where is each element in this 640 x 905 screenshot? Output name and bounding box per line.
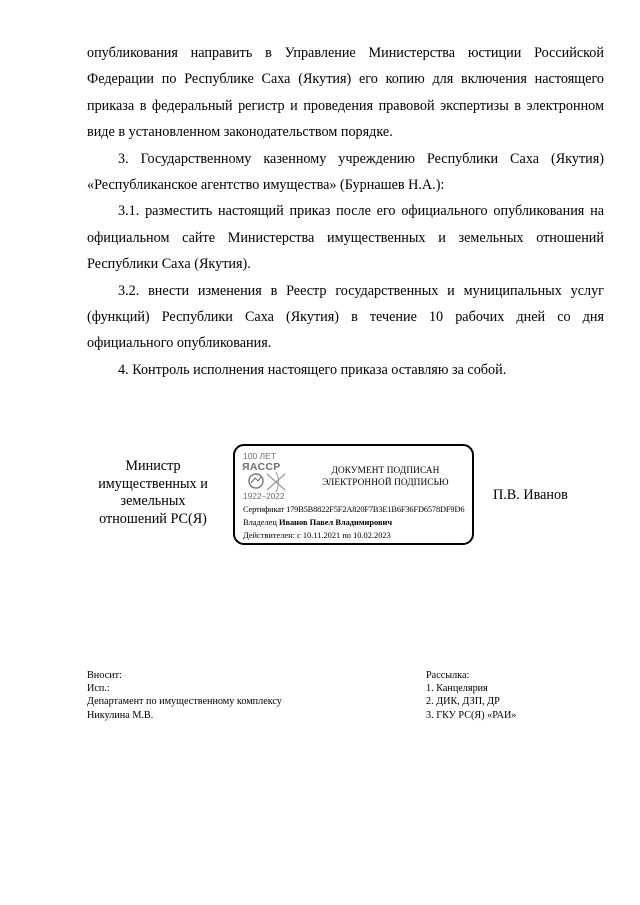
signer-position <box>82 458 224 528</box>
stamp-certificate <box>243 505 464 514</box>
signer-position-line: имущественных и <box>98 475 208 492</box>
document-body <box>87 40 604 383</box>
footer-line: Исп.: <box>87 683 110 695</box>
validity-from: 10.11.2021 <box>302 531 341 540</box>
paragraph-item-3-1: 3.1. разместить настоящий приказ после его официального опубликования на официальном сайте Министерства имущественных и земельных отношений Республики Саха (Якутия). <box>87 203 604 273</box>
anniversary-logo-icon <box>241 450 299 500</box>
paragraph-item-4: 4. Контроль исполнения настоящего приказа оставляю за собой. <box>118 361 507 378</box>
stamp-owner <box>243 518 392 527</box>
paragraph-publication: опубликования направить в Управление Министерства юстиции Российской Федерации по Республике Саха (Якутия) его копию для включения настоящего приказа в федеральный регистр и проведения правовой экспертизы в электронном виде в установленном законодательством порядке. <box>87 45 604 141</box>
footer-line: Рассылка: <box>426 670 470 681</box>
stamp-heading-line: ДОКУМЕНТ ПОДПИСАН <box>331 466 440 476</box>
paragraph-item-3-2: 3.2. внести изменения в Реестр государственных и муниципальных услуг (функций) Республики Саха (Якутия) в течение 10 рабочих дней со дня официального опубликования. <box>87 282 604 352</box>
footer-line: 2. ДИК, ДЗП, ДР <box>426 696 500 708</box>
stamp-heading-line: ЭЛЕКТРОННОЙ ПОДПИСЬЮ <box>322 477 449 488</box>
footer-line: Департамент по имущественному комплексу <box>87 696 282 708</box>
footer-line: Вносит: <box>87 670 122 681</box>
footer-submitter <box>87 669 282 722</box>
signer-position-line: отношений РС(Я) <box>99 510 207 527</box>
svg-text:ЯАССР: ЯАССР <box>242 461 281 473</box>
owner-name: Иванов Павел Владимирович <box>278 518 393 527</box>
signer-position-line: земельных <box>120 493 186 509</box>
svg-text:100 ЛЕТ: 100 ЛЕТ <box>243 451 276 461</box>
footer-line: Никулина М.В. <box>87 709 154 721</box>
validity-to: 10.02.2023 <box>353 531 391 540</box>
signer-name: П.В. Иванов <box>493 487 568 503</box>
electronic-signature-stamp <box>233 444 474 545</box>
footer-line: 1. Канцелярия <box>426 683 488 695</box>
footer-distribution <box>426 669 516 722</box>
footer-line: 3. ГКУ РС(Я) «РАИ» <box>426 709 517 721</box>
validity-label: Действителен: с <box>243 531 301 540</box>
validity-separator: по <box>342 531 351 540</box>
stamp-validity <box>243 531 391 540</box>
certificate-number: 179B5B8822F5F2A820F7B3E1B6F36FD6578DF9D6 <box>286 505 465 514</box>
owner-label: Владелец <box>243 518 277 527</box>
paragraph-item-3: 3. Государственному казенному учреждению Республики Саха (Якутия) «Республиканское агентство имущества» (Бурнашев Н.А.): <box>87 150 604 194</box>
stamp-heading <box>303 466 468 489</box>
svg-text:1922–2022: 1922–2022 <box>243 491 285 500</box>
signer-position-line: Министр <box>125 458 181 474</box>
certificate-label: Сертификат <box>243 505 285 514</box>
